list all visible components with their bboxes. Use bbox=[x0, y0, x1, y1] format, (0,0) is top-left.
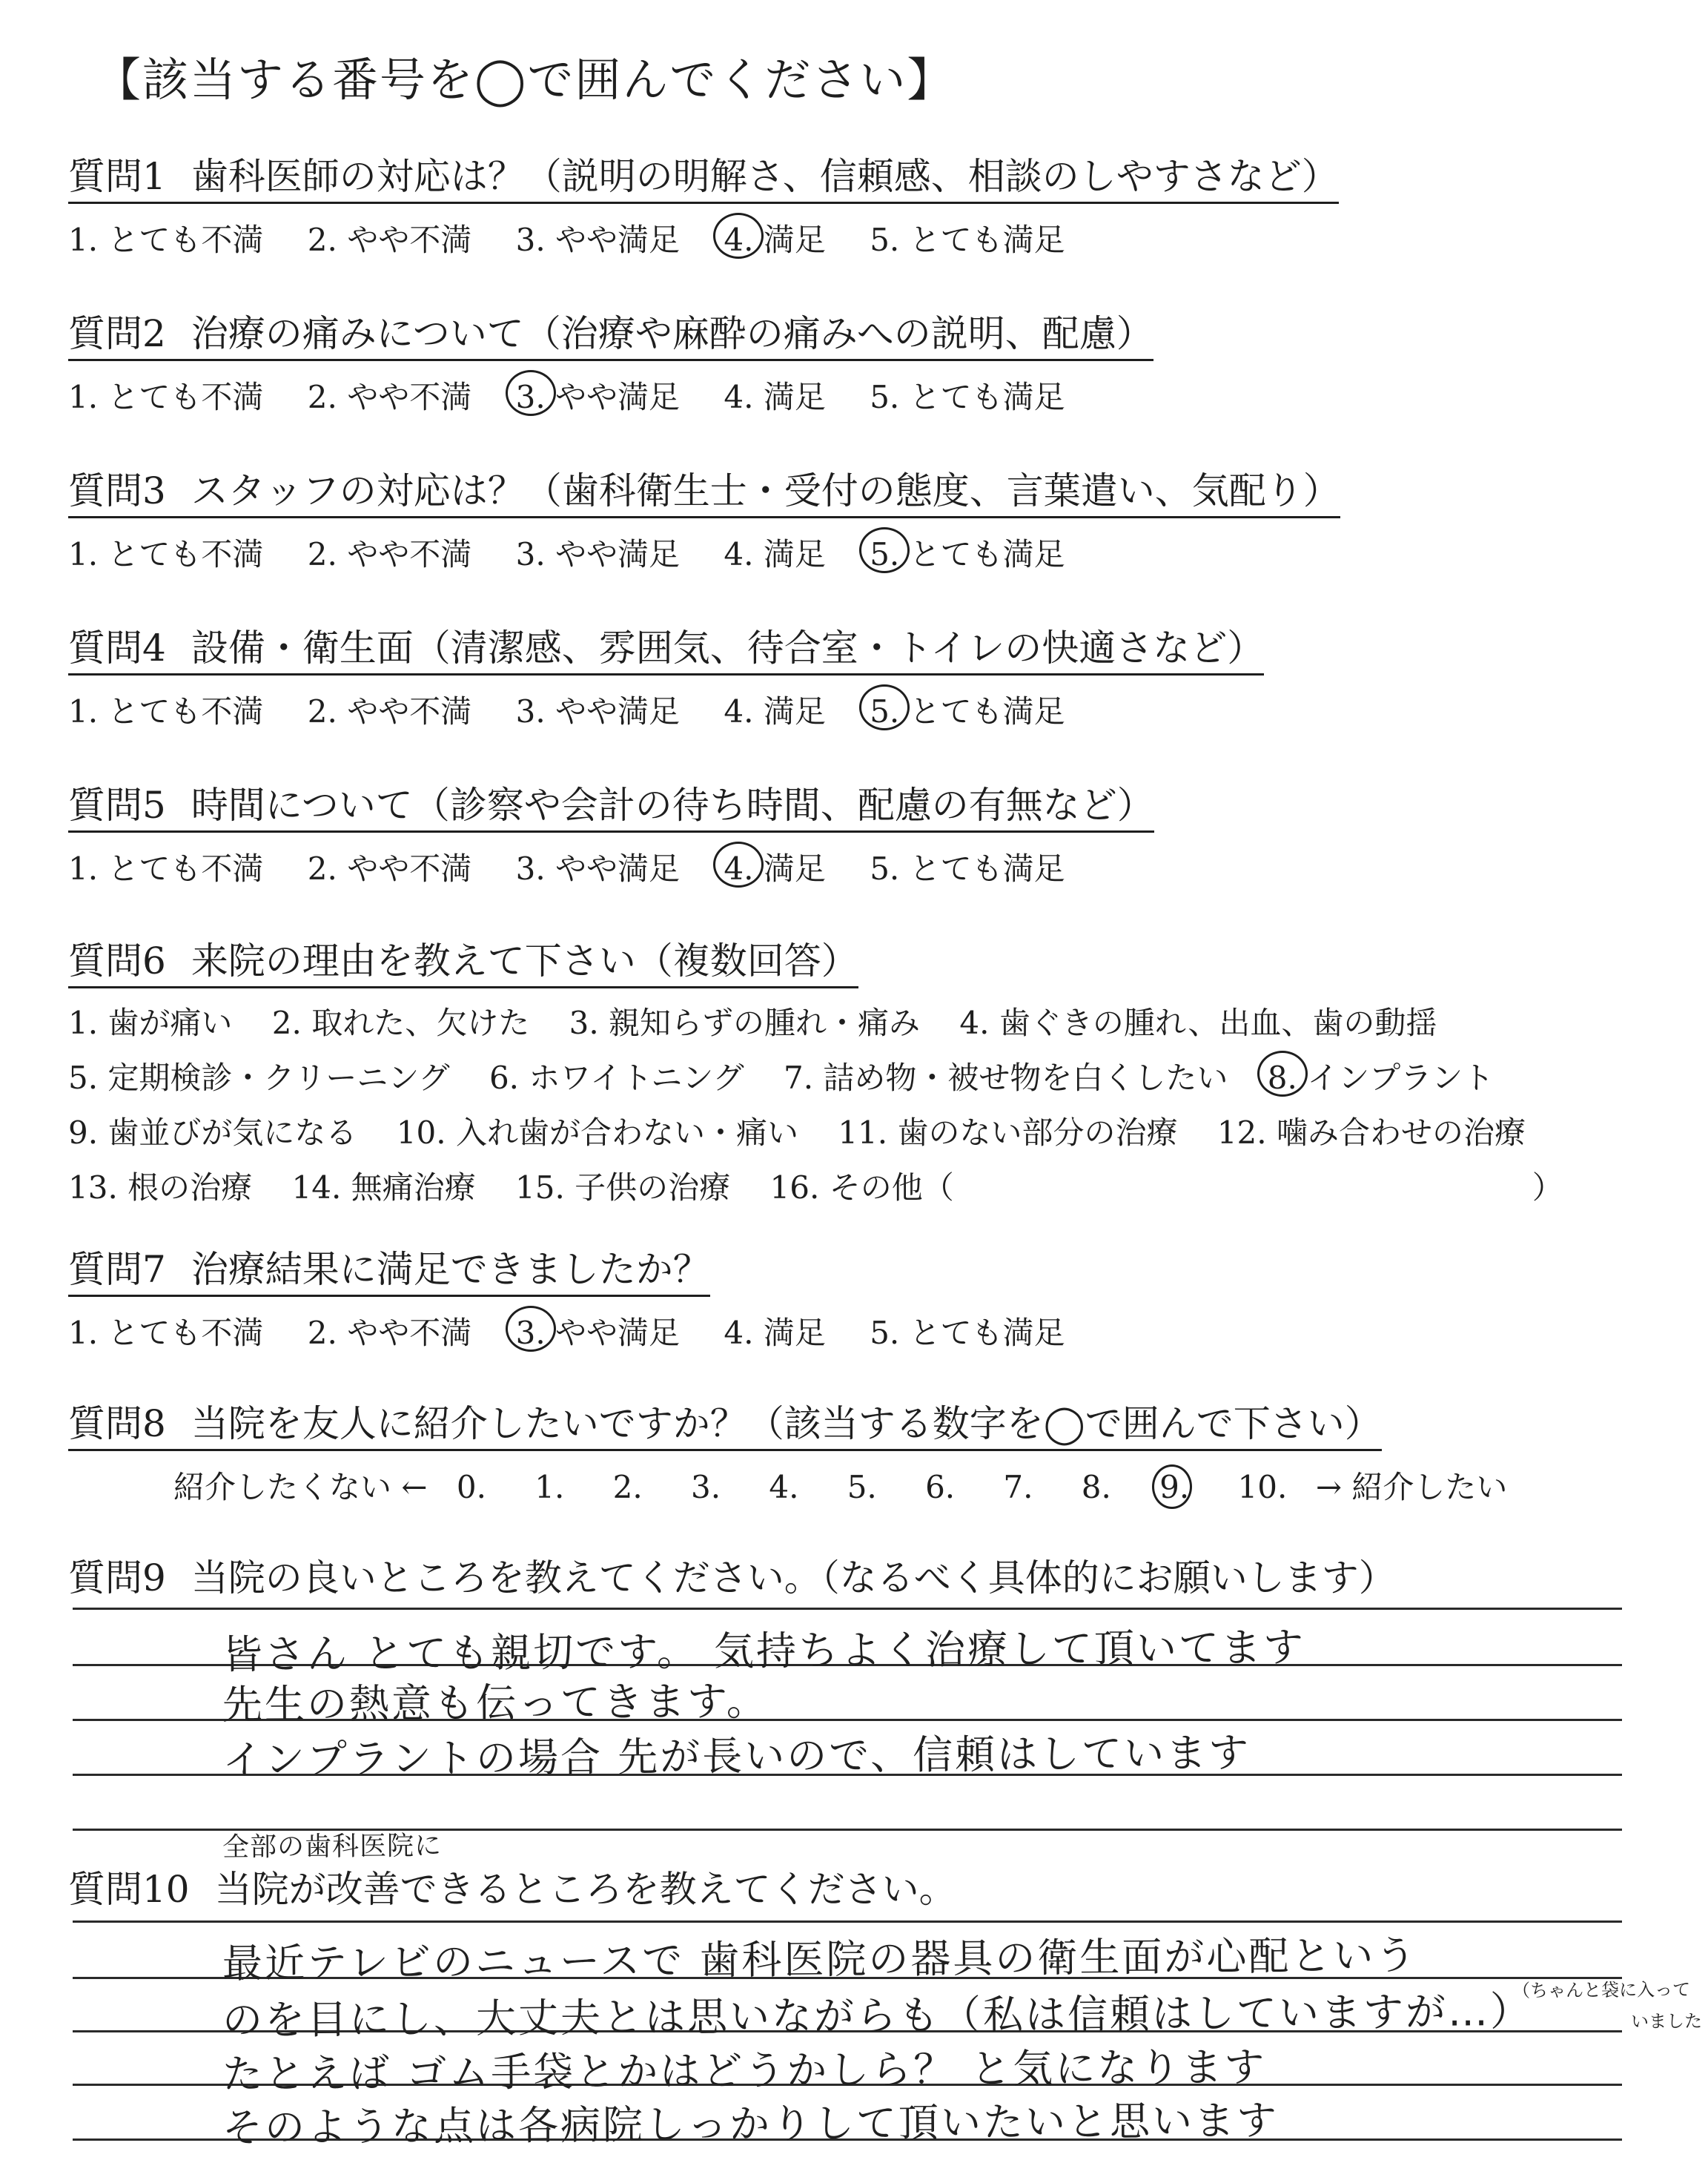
option-5[interactable]: 5. とても満足 bbox=[870, 379, 1065, 415]
rating-options bbox=[68, 687, 1264, 732]
handwritten-answer-line[interactable]: 皆さん とても親切です。 気持ちよく治療して頂いてます bbox=[222, 1623, 1306, 1679]
reason-option[interactable]: 5. 定期検診・クリーニング bbox=[68, 1060, 450, 1096]
option-3[interactable]: 3. やや満足 bbox=[515, 536, 681, 572]
reason-option[interactable]: 6. ホワイトニング bbox=[489, 1060, 744, 1096]
scale-point[interactable]: 3. bbox=[690, 1469, 721, 1505]
question-1 bbox=[68, 147, 1339, 260]
handwritten-insertion[interactable]: 全部の歯科医院に bbox=[222, 1830, 443, 1863]
option-1[interactable]: 1. とても不満 bbox=[68, 851, 264, 887]
reason-option-selected[interactable]: 8. インプラント bbox=[1268, 1054, 1494, 1098]
option-5[interactable]: 5. とても満足 bbox=[870, 851, 1065, 887]
option-1[interactable]: 1. とても不満 bbox=[68, 693, 264, 730]
selection-circle bbox=[1152, 1464, 1192, 1509]
handwritten-answer-line[interactable]: 最近テレビのニュースで 歯科医院の器具の衛生面が心配という bbox=[222, 1932, 1418, 1987]
option-3-selected[interactable]: 3. やや満足 bbox=[516, 373, 680, 417]
question-3 bbox=[68, 461, 1340, 575]
option-3-selected[interactable]: 3. やや満足 bbox=[516, 1309, 680, 1353]
option-4[interactable]: 4. 満足 bbox=[724, 379, 826, 415]
option-2[interactable]: 2. やや不満 bbox=[307, 1315, 472, 1351]
selection-circle bbox=[506, 1306, 556, 1352]
option-2[interactable]: 2. やや不満 bbox=[307, 536, 472, 572]
option-1[interactable]: 1. とても不満 bbox=[68, 536, 264, 572]
scale-point[interactable]: 5. bbox=[847, 1469, 877, 1505]
selection-circle bbox=[859, 684, 910, 730]
option-3[interactable]: 3. やや満足 bbox=[515, 693, 681, 730]
scale-point[interactable]: 0. bbox=[456, 1469, 486, 1505]
option-2[interactable]: 2. やや不満 bbox=[307, 379, 472, 415]
question-7 bbox=[68, 1240, 1099, 1353]
question-heading: 質問3 スタッフの対応は？（歯科衛生士・受付の態度、言葉遣い、気配り） bbox=[68, 461, 1340, 518]
option-5[interactable]: 5. とても満足 bbox=[870, 222, 1065, 258]
reason-option[interactable]: 10. 入れ歯が合わない・痛い bbox=[396, 1114, 798, 1151]
rating-options bbox=[68, 216, 1339, 260]
rating-options bbox=[68, 1309, 1099, 1353]
option-5[interactable]: 5. とても満足 bbox=[870, 1315, 1065, 1351]
option-4[interactable]: 4. 満足 bbox=[724, 693, 826, 730]
option-1[interactable]: 1. とても不満 bbox=[68, 1315, 264, 1351]
reason-option[interactable]: 12. 噛み合わせの治療 bbox=[1217, 1114, 1526, 1151]
question-heading: 質問1 歯科医師の対応は？（説明の明解さ、信頼感、相談のしやすさなど） bbox=[68, 147, 1339, 204]
question-heading: 質問9 当院の良いところを教えてください。（なるべく具体的にお願いします） bbox=[68, 1556, 1396, 1599]
question-8 bbox=[68, 1394, 1526, 1507]
question-9 bbox=[68, 1548, 1396, 1602]
question-heading: 質問4 設備・衛生面（清潔感、雰囲気、待合室・トイレの快適さなど） bbox=[68, 618, 1264, 676]
scale-point[interactable]: 1. bbox=[534, 1469, 565, 1505]
question-heading: 質問8 当院を友人に紹介したいですか？（該当する数字を◯で囲んで下さい） bbox=[68, 1394, 1382, 1451]
reason-option[interactable]: 1. 歯が痛い bbox=[68, 1005, 233, 1041]
reason-option[interactable]: 4. 歯ぐきの腫れ、出血、歯の動揺 bbox=[959, 1005, 1437, 1041]
scale-point[interactable]: 7. bbox=[1003, 1469, 1033, 1505]
question-10 bbox=[68, 1860, 956, 1913]
reason-row bbox=[68, 1054, 1593, 1098]
reason-option[interactable]: 15. 子供の治療 bbox=[515, 1169, 731, 1206]
selection-circle bbox=[713, 842, 764, 888]
option-2[interactable]: 2. やや不満 bbox=[307, 851, 472, 887]
question-heading: 質問6 来院の理由を教えて下さい（複数回答） bbox=[68, 931, 858, 988]
scale-point[interactable]: 2. bbox=[612, 1469, 643, 1505]
handwritten-margin-note[interactable]: いました bbox=[1630, 2010, 1703, 2032]
reason-option[interactable]: 13. 根の治療 bbox=[68, 1169, 253, 1206]
option-4[interactable]: 4. 満足 bbox=[724, 1315, 826, 1351]
handwritten-margin-note[interactable]: （ちゃんと袋に入って bbox=[1512, 1979, 1691, 2001]
reason-option[interactable]: 3. 親知らずの腫れ・痛み bbox=[569, 1005, 921, 1041]
option-3[interactable]: 3. やや満足 bbox=[515, 222, 681, 258]
option-3[interactable]: 3. やや満足 bbox=[515, 851, 681, 887]
question-5 bbox=[68, 776, 1154, 889]
reason-option[interactable]: 2. 取れた、欠けた bbox=[271, 1005, 530, 1041]
handwritten-answer-line[interactable]: のを目にし、大丈夫とは思いながらも（私は信頼はしていますが…） bbox=[222, 1987, 1533, 2044]
option-4-selected[interactable]: 4. 満足 bbox=[724, 216, 825, 260]
handwritten-answer-line[interactable]: インプラントの場合 先が長いので、信頼はしています bbox=[222, 1729, 1251, 1783]
reason-row bbox=[68, 999, 1593, 1043]
rating-options bbox=[68, 845, 1154, 889]
handwritten-answer-line[interactable]: そのような点は各病院しっかりして頂いたいと思います bbox=[222, 2097, 1280, 2151]
option-5-selected[interactable]: 5. とても満足 bbox=[870, 687, 1065, 732]
reason-row bbox=[68, 1163, 1593, 1208]
reason-row bbox=[68, 1109, 1593, 1153]
question-2 bbox=[68, 304, 1153, 417]
rating-options bbox=[68, 373, 1153, 417]
question-heading: 質問5 時間について（診察や会計の待ち時間、配慮の有無など） bbox=[68, 776, 1154, 833]
question-heading: 質問10 当院が改善できるところを教えてください。 bbox=[68, 1868, 956, 1911]
reason-option[interactable]: 9. 歯並びが気になる bbox=[68, 1114, 357, 1151]
scale-point[interactable]: 6. bbox=[925, 1469, 956, 1505]
form-title: 【該当する番号を◯で囲んでください】 bbox=[95, 53, 955, 107]
scale-right-label: → 紹介したい bbox=[1315, 1469, 1508, 1505]
scale-point[interactable]: 8. bbox=[1081, 1469, 1111, 1505]
option-1[interactable]: 1. とても不満 bbox=[68, 222, 264, 258]
option-1[interactable]: 1. とても不満 bbox=[68, 379, 264, 415]
handwritten-answer-line[interactable]: たとえば ゴム手袋とかはどうかしら？ と気になります bbox=[222, 2044, 1267, 2098]
recommend-scale bbox=[68, 1463, 1526, 1507]
scale-point[interactable]: 10. bbox=[1237, 1469, 1288, 1505]
ruled-line bbox=[73, 1608, 1622, 1610]
option-4[interactable]: 4. 満足 bbox=[724, 536, 826, 572]
option-2[interactable]: 2. やや不満 bbox=[307, 222, 472, 258]
question-6 bbox=[68, 931, 1593, 1208]
ruled-line bbox=[73, 1920, 1622, 1923]
scale-point-selected[interactable]: 9. bbox=[1159, 1469, 1228, 1505]
reason-option[interactable]: 14. 無痛治療 bbox=[291, 1169, 476, 1206]
selection-circle bbox=[506, 370, 556, 416]
scale-left-label: 紹介したくない ← bbox=[173, 1469, 428, 1505]
selection-circle bbox=[1257, 1051, 1308, 1097]
rating-options bbox=[68, 530, 1340, 575]
reason-option[interactable]: 11. 歯のない部分の治療 bbox=[838, 1114, 1178, 1151]
scale-point[interactable]: 4. bbox=[769, 1469, 799, 1505]
handwritten-answer-line[interactable]: 先生の熱意も伝ってきます。 bbox=[222, 1677, 769, 1728]
option-2[interactable]: 2. やや不満 bbox=[307, 693, 472, 730]
reason-option-other[interactable]: 16. その他（ ） bbox=[769, 1169, 1563, 1206]
question-heading: 質問2 治療の痛みについて（治療や麻酔の痛みへの説明、配慮） bbox=[68, 304, 1153, 361]
option-4-selected[interactable]: 4. 満足 bbox=[724, 845, 825, 889]
question-4 bbox=[68, 618, 1264, 732]
selection-circle bbox=[713, 213, 764, 259]
selection-circle bbox=[859, 527, 910, 573]
reason-option[interactable]: 7. 詰め物・被せ物を白くしたい bbox=[783, 1060, 1228, 1096]
question-heading: 質問7 治療結果に満足できましたか？ bbox=[68, 1240, 710, 1297]
option-5-selected[interactable]: 5. とても満足 bbox=[870, 530, 1065, 575]
